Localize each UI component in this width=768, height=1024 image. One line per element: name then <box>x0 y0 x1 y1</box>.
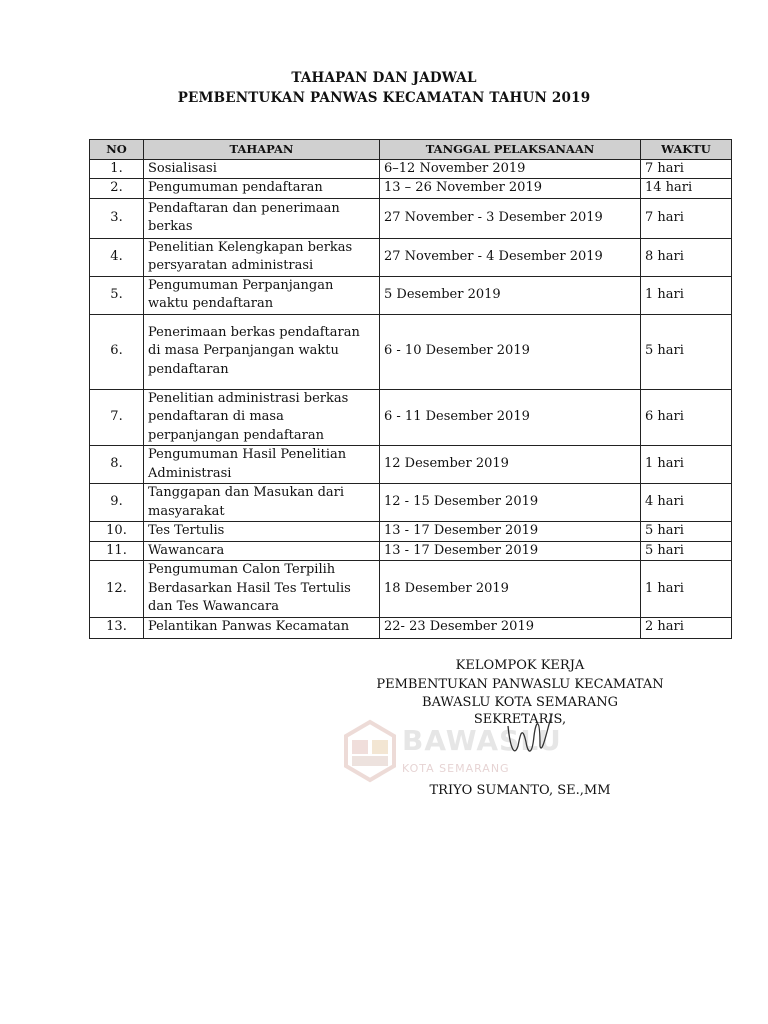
table-row <box>90 314 732 389</box>
row-no: 6. <box>90 314 144 389</box>
row-tahapan: Sosialisasi <box>144 159 380 179</box>
row-no: 5. <box>90 276 144 314</box>
row-tahapan: Wawancara <box>144 541 380 561</box>
row-waktu: 4 hari <box>641 484 732 522</box>
table-row <box>90 617 732 638</box>
row-tanggal: 27 November - 3 Desember 2019 <box>380 198 641 238</box>
row-waktu: 6 hari <box>641 389 732 446</box>
table-row <box>90 198 732 238</box>
row-tahapan: Pelantikan Panwas Kecamatan <box>144 617 380 638</box>
row-no: 7. <box>90 389 144 446</box>
table-row <box>90 159 732 179</box>
row-tahapan: Pengumuman Hasil Penelitian Administrasi <box>144 446 380 484</box>
bawaslu-emblem-icon <box>340 718 400 788</box>
signatory-name: TRIYO SUMANTO, SE.,MM <box>429 783 611 798</box>
row-tahapan: Penelitian administrasi berkas pendaftaran di masa perpanjangan pendaftaran <box>144 389 380 446</box>
row-waktu: 14 hari <box>641 179 732 199</box>
document-title-line-2: PEMBENTUKAN PANWAS KECAMATAN TAHUN 2019 <box>177 90 591 106</box>
row-no: 13. <box>90 617 144 638</box>
row-no: 9. <box>90 484 144 522</box>
row-tanggal: 18 Desember 2019 <box>380 561 641 618</box>
signature-line-1: KELOMPOK KERJA <box>455 658 585 673</box>
row-tanggal: 6 - 11 Desember 2019 <box>380 389 641 446</box>
table-row <box>90 522 732 542</box>
row-waktu: 7 hari <box>641 198 732 238</box>
row-tahapan: Pendaftaran dan penerimaan berkas <box>144 198 380 238</box>
table-row <box>90 561 732 618</box>
schedule-table <box>89 139 732 639</box>
row-waktu: 5 hari <box>641 541 732 561</box>
table-row <box>90 541 732 561</box>
table-row <box>90 484 732 522</box>
row-no: 3. <box>90 198 144 238</box>
row-tahapan: Pengumuman pendaftaran <box>144 179 380 199</box>
row-tanggal: 12 Desember 2019 <box>380 446 641 484</box>
row-tanggal: 22- 23 Desember 2019 <box>380 617 641 638</box>
row-tahapan: Tes Tertulis <box>144 522 380 542</box>
stamp-subtitle: KOTA SEMARANG <box>402 762 510 775</box>
stamp-title: BAWASLU <box>402 724 562 757</box>
row-no: 10. <box>90 522 144 542</box>
row-no: 8. <box>90 446 144 484</box>
document-title-line-1: TAHAPAN DAN JADWAL <box>291 70 477 86</box>
row-tahapan: Penerimaan berkas pendaftaran di masa Perpanjangan waktu pendaftaran <box>144 314 380 389</box>
signature-line-3: BAWASLU KOTA SEMARANG <box>422 695 618 710</box>
row-tanggal: 5 Desember 2019 <box>380 276 641 314</box>
row-tanggal: 6–12 November 2019 <box>380 159 641 179</box>
table-row <box>90 179 732 199</box>
row-no: 11. <box>90 541 144 561</box>
row-tanggal: 13 – 26 November 2019 <box>380 179 641 199</box>
signature-line-4: SEKRETARIS, <box>473 712 567 727</box>
row-tanggal: 6 - 10 Desember 2019 <box>380 314 641 389</box>
row-tanggal: 13 - 17 Desember 2019 <box>380 541 641 561</box>
table-row <box>90 446 732 484</box>
header-waktu: WAKTU <box>641 140 732 160</box>
header-no: NO <box>90 140 144 160</box>
row-no: 1. <box>90 159 144 179</box>
row-no: 12. <box>90 561 144 618</box>
row-no: 4. <box>90 238 144 276</box>
row-waktu: 2 hari <box>641 617 732 638</box>
table-row <box>90 238 732 276</box>
table-row <box>90 276 732 314</box>
row-tahapan: Penelitian Kelengkapan berkas persyaratan administrasi <box>144 238 380 276</box>
header-tahapan: TAHAPAN <box>144 140 380 160</box>
table-header-row <box>90 140 732 160</box>
table-row <box>90 389 732 446</box>
row-no: 2. <box>90 179 144 199</box>
row-waktu: 1 hari <box>641 561 732 618</box>
row-tahapan: Tanggapan dan Masukan dari masyarakat <box>144 484 380 522</box>
row-waktu: 1 hari <box>641 276 732 314</box>
row-waktu: 7 hari <box>641 159 732 179</box>
handwritten-signature <box>500 706 560 766</box>
row-waktu: 8 hari <box>641 238 732 276</box>
row-tanggal: 13 - 17 Desember 2019 <box>380 522 641 542</box>
header-tanggal: TANGGAL PELAKSANAAN <box>380 140 641 160</box>
row-tahapan: Pengumuman Perpanjangan waktu pendaftaran <box>144 276 380 314</box>
row-waktu: 5 hari <box>641 522 732 542</box>
signature-line-2: PEMBENTUKAN PANWASLU KECAMATAN <box>376 677 664 692</box>
row-tanggal: 27 November - 4 Desember 2019 <box>380 238 641 276</box>
row-tanggal: 12 - 15 Desember 2019 <box>380 484 641 522</box>
row-waktu: 5 hari <box>641 314 732 389</box>
row-tahapan: Pengumuman Calon Terpilih Berdasarkan Hasil Tes Tertulis dan Tes Wawancara <box>144 561 380 618</box>
row-waktu: 1 hari <box>641 446 732 484</box>
